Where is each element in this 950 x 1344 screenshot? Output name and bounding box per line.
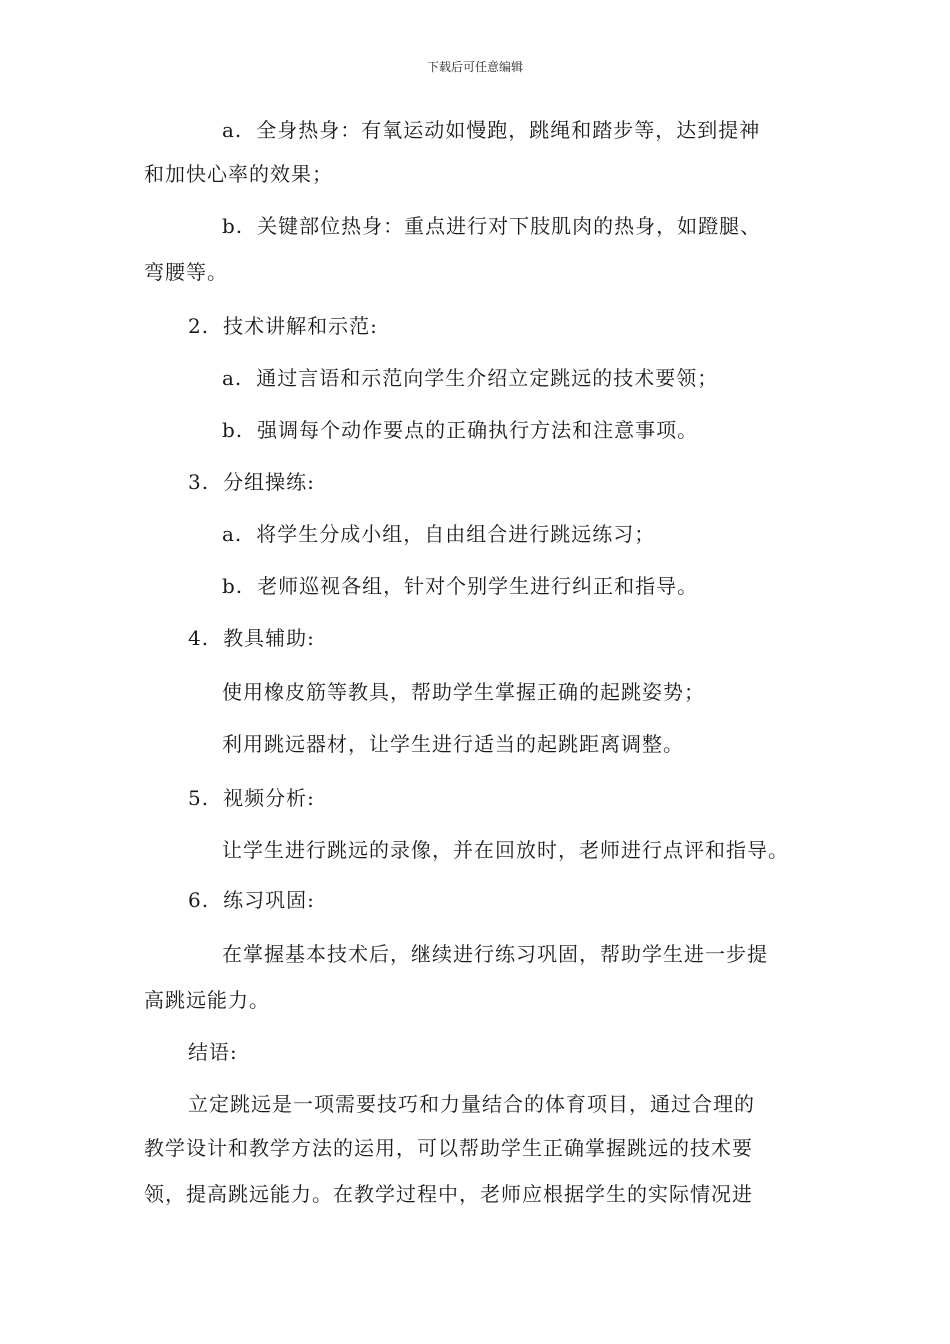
conclusion-line-1: 立定跳远是一项需要技巧和力量结合的体育项目，通过合理的	[188, 1092, 755, 1116]
warmup-a-text: 全身热身：有氧运动如慢跑，跳绳和踏步等，达到提神	[256, 118, 761, 142]
item-text: 通过言语和示范向学生介绍立定跳远的技术要领；	[256, 366, 719, 390]
page-header: 下载后可任意编辑	[426, 60, 523, 74]
list-marker: b.	[222, 214, 244, 238]
section-6-continuation: 高跳远能力。	[144, 988, 270, 1012]
section-number: 4.	[188, 626, 210, 650]
list-marker: a.	[222, 522, 243, 546]
warmup-b-continuation: 弯腰等。	[144, 260, 228, 284]
section-5-paragraph: 让学生进行跳远的录像，并在回放时，老师进行点评和指导。	[222, 838, 789, 862]
section-number: 2.	[188, 314, 210, 338]
section-5-heading	[188, 784, 315, 812]
section-3-item-a	[222, 520, 655, 548]
section-6-paragraph: 在掌握基本技术后，继续进行练习巩固，帮助学生进一步提	[222, 942, 768, 966]
section-2-item-b	[222, 416, 698, 444]
section-title: 教具辅助:	[223, 626, 315, 650]
conclusion-line-3: 领，提高跳远能力。在教学过程中，老师应根据学生的实际情况进	[144, 1182, 753, 1206]
list-marker: a.	[222, 118, 243, 142]
warmup-a-line	[222, 116, 760, 144]
warmup-b-line	[222, 212, 761, 240]
section-2-heading	[188, 312, 378, 340]
section-title: 视频分析:	[223, 786, 315, 810]
section-number: 3.	[188, 470, 210, 494]
section-4-paragraph-2: 利用跳远器材，让学生进行适当的起跳距离调整。	[222, 732, 684, 756]
section-3-item-b	[222, 572, 698, 600]
section-title: 技术讲解和示范:	[223, 314, 378, 338]
conclusion-line-2: 教学设计和教学方法的运用，可以帮助学生正确掌握跳远的技术要	[144, 1136, 753, 1160]
section-3-heading	[188, 468, 315, 496]
item-text: 强调每个动作要点的正确执行方法和注意事项。	[257, 418, 699, 442]
item-text: 将学生分成小组，自由组合进行跳远练习；	[256, 522, 656, 546]
section-number: 6.	[188, 888, 210, 912]
section-6-heading	[188, 886, 315, 914]
section-4-paragraph-1: 使用橡皮筋等教具，帮助学生掌握正确的起跳姿势；	[222, 680, 705, 704]
section-title: 练习巩固:	[223, 888, 315, 912]
section-2-item-a	[222, 364, 718, 392]
warmup-b-text: 关键部位热身：重点进行对下肢肌肉的热身，如蹬腿、	[257, 214, 762, 238]
list-marker: b.	[222, 574, 244, 598]
section-title: 分组操练:	[223, 470, 315, 494]
list-marker: b.	[222, 418, 244, 442]
list-marker: a.	[222, 366, 243, 390]
section-4-heading	[188, 624, 315, 652]
warmup-a-continuation: 和加快心率的效果；	[144, 162, 333, 186]
item-text: 老师巡视各组，针对个别学生进行纠正和指导。	[257, 574, 699, 598]
conclusion-title: 结语:	[188, 1040, 238, 1064]
section-number: 5.	[188, 786, 210, 810]
